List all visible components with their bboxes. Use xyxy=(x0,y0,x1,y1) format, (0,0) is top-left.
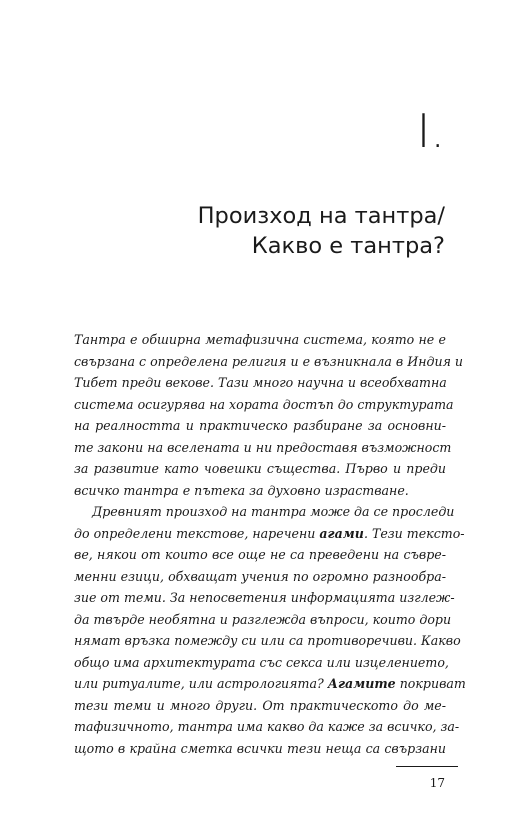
text-fragment: . Тези тексто- xyxy=(363,525,465,541)
body-text xyxy=(74,329,466,759)
text-fragment: или ритуалите, или астрологията? xyxy=(74,676,328,691)
page-number: 17 xyxy=(429,776,445,790)
text-line: ве, някои от които все още не са преведени на съвре- xyxy=(74,547,446,562)
emphasis-term-agamite: Агамите xyxy=(327,676,396,691)
text-fragment: покриват xyxy=(395,676,466,691)
text-fragment: до определени текстове, наречени xyxy=(74,525,320,541)
text-line: тафизичното, тантра има какво да каже за всичко, за- xyxy=(74,719,460,734)
text-line: щото в крайна сметка всички тези неща са свързани xyxy=(74,740,446,756)
text-line: тези теми и много други. От практическото до ме- xyxy=(74,697,446,713)
footer-divider xyxy=(396,766,458,767)
text-line: Древният произход на тантра може да се проследи xyxy=(92,504,455,519)
text-line: менни езици, обхващат учения по огромно разнообра- xyxy=(74,568,446,584)
text-line: всичко тантра е пътека за духовно израстване. xyxy=(74,482,409,498)
text-line xyxy=(74,673,466,695)
emphasis-term-agami: агами xyxy=(319,525,364,541)
text-line: Тибет преди векове. Тази много научна и всеобхватна xyxy=(74,375,447,390)
chapter-title xyxy=(85,201,445,261)
text-line: Тантра е обширна метафизична система, която не е xyxy=(74,332,446,347)
text-line xyxy=(74,523,465,545)
chapter-title-line-1: Произход на тантра/ xyxy=(197,203,445,230)
text-line: да твърде необятна и разглежда въпроси, които дори xyxy=(74,611,452,627)
text-line: за развитие като човешки същества. Първо и преди xyxy=(74,461,446,476)
text-line: зие от теми. За непосветения информацията изглеж- xyxy=(74,590,455,605)
chapter-title-line-2: Какво е тантра? xyxy=(251,233,445,260)
text-line: общо има архитектурата със секса или изцелението, xyxy=(74,654,449,670)
text-line: нямат връзка помежду си или са противоречиви. Какво xyxy=(74,633,461,648)
text-line: на реалността и практическо разбиране за основни- xyxy=(74,418,446,433)
text-line: свързана с определена религия и е възникнала в Индия и xyxy=(74,353,464,369)
chapter-number: I. xyxy=(416,104,445,158)
text-line: система осигурява на хората достъп до структурата xyxy=(74,396,454,412)
text-line: те закони на вселената и ни предоставя възможност xyxy=(74,439,452,455)
